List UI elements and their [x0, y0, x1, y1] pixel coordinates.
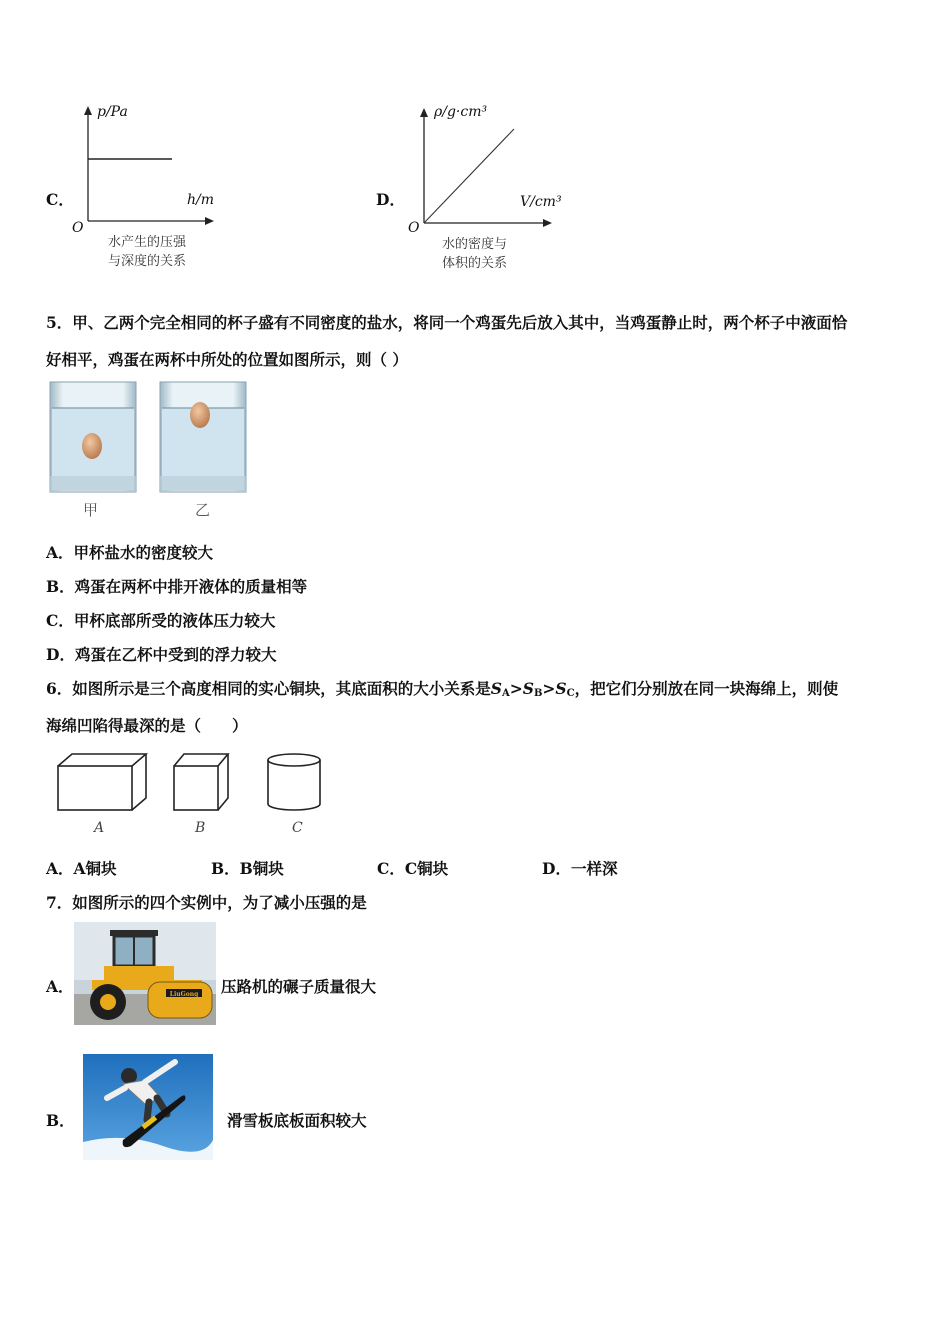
- q6-stem-part-2: ，把它们分别放在同一块海绵上，则使: [574, 679, 839, 698]
- q5-cups-figure: [46, 378, 251, 520]
- q7-option-a-text: 压路机的碾子质量很大: [221, 977, 377, 996]
- q5-stem-line-1: 5．甲、乙两个完全相同的杯子盛有不同密度的盐水，将同一个鸡蛋先后放入其中，当鸡蛋静止时，两个杯子中液面恰: [46, 313, 848, 332]
- q6-s-b: S: [522, 679, 534, 698]
- block-a: [58, 754, 146, 810]
- q5-option-c[interactable]: C．甲杯底部所受的液体压力较大: [46, 611, 276, 630]
- q7-option-b-letter[interactable]: B．: [46, 1111, 75, 1130]
- graph-d-caption-1: 水的密度与: [442, 237, 508, 252]
- graph-c-caption-2: 与深度的关系: [108, 254, 187, 269]
- block-a-label: A: [94, 820, 105, 836]
- q6-stem-part-1: 6．如图所示是三个高度相同的实心铜块，其底面积的大小关系是: [46, 679, 491, 698]
- graph-c-x-label: h/m: [187, 192, 215, 208]
- graph-c-letter: C．: [46, 190, 74, 209]
- cup-yi-label: 乙: [195, 501, 211, 519]
- cup-jia-label: 甲: [83, 501, 99, 519]
- cup-yi: [160, 382, 246, 492]
- graph-d-axes: [372, 100, 592, 240]
- q6-blocks-figure: [50, 748, 340, 818]
- graph-c: [40, 100, 240, 275]
- graph-c-caption-1: 水产生的压强: [108, 235, 187, 250]
- graph-d-caption: [442, 235, 507, 273]
- block-b: [174, 754, 228, 810]
- q6-option-c[interactable]: C．C铜块: [377, 859, 449, 878]
- q6-sub-c: C: [566, 688, 575, 699]
- q5-option-d[interactable]: D．鸡蛋在乙杯中受到的浮力较大: [46, 645, 277, 664]
- graph-d: [372, 100, 592, 275]
- roller-brand-text: LiuGong: [169, 991, 199, 998]
- graph-c-caption: [108, 233, 186, 271]
- graph-d-x-label: V/cm³: [520, 194, 562, 210]
- graph-d-letter: D．: [376, 190, 405, 209]
- block-c-label: C: [292, 820, 303, 836]
- graph-c-axes: [40, 100, 240, 240]
- snowboarder-photo: [83, 1054, 213, 1160]
- q6-sub-a: A: [502, 688, 510, 699]
- road-roller-photo: [74, 922, 216, 1025]
- q6-sub-b: B: [533, 688, 543, 699]
- block-b-label: B: [195, 820, 206, 836]
- q6-s-c: S: [555, 679, 567, 698]
- q6-stem-line-2: 海绵凹陷得最深的是（ ）: [46, 716, 248, 735]
- q7-option-b-text: 滑雪板底板面积较大: [227, 1111, 367, 1130]
- q5-stem-line-2: 好相平，鸡蛋在两杯中所处的位置如图所示，则（ ）: [46, 350, 408, 369]
- graph-d-caption-2: 体积的关系: [442, 256, 508, 271]
- q6-option-a[interactable]: A．A铜块: [46, 859, 117, 878]
- q6-option-d[interactable]: D．一样深: [542, 859, 618, 878]
- q7-stem: 7．如图所示的四个实例中，为了减小压强的是: [46, 893, 367, 912]
- q6-option-b[interactable]: B．B铜块: [211, 859, 284, 878]
- q6-gt-1: >: [509, 679, 523, 698]
- q5-option-a[interactable]: A．甲杯盐水的密度较大: [46, 543, 214, 562]
- graph-c-origin: O: [72, 220, 84, 236]
- graph-d-y-label: ρ/g·cm³: [434, 104, 488, 120]
- graph-d-origin: O: [408, 220, 420, 236]
- q5-option-b[interactable]: B．鸡蛋在两杯中排开液体的质量相等: [46, 577, 308, 596]
- graph-c-y-label: p/Pa: [97, 104, 128, 120]
- q6-gt-2: >: [542, 679, 556, 698]
- q6-s-a: S: [490, 679, 502, 698]
- q7-option-a-letter[interactable]: A．: [46, 977, 74, 996]
- cup-jia: [50, 382, 136, 492]
- q6-stem-line-1: [46, 677, 838, 699]
- block-c: [268, 754, 320, 810]
